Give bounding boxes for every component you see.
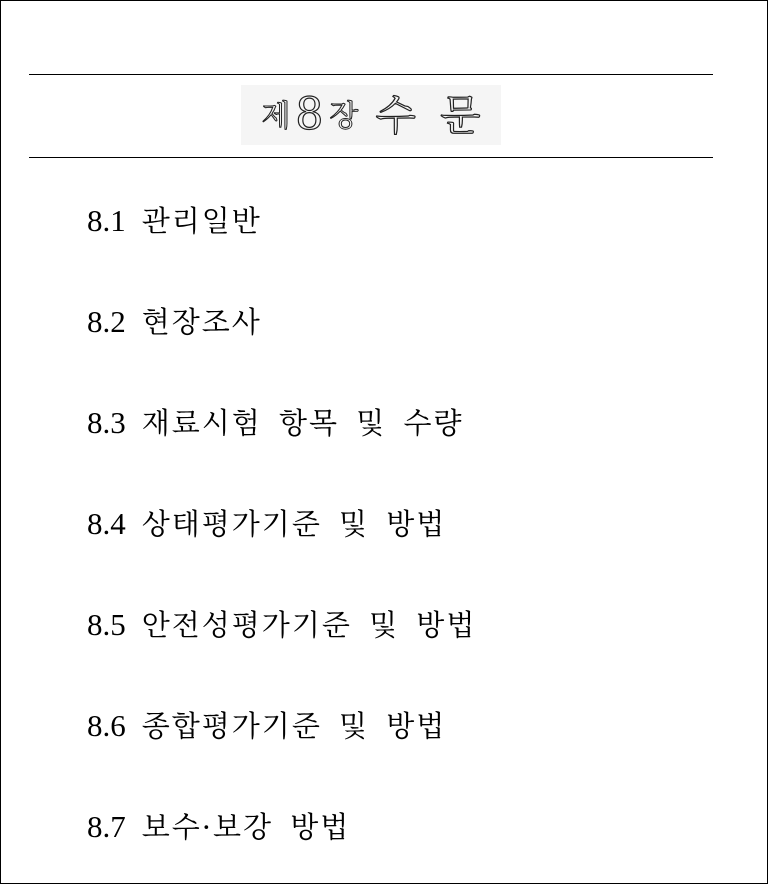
toc-item-number: 8.7: [87, 809, 126, 844]
table-of-contents: [87, 199, 476, 884]
toc-item: [87, 199, 476, 300]
toc-item: [87, 502, 476, 603]
toc-item-number: 8.4: [87, 506, 126, 541]
toc-item-title: 재료시험 항목 및 수량: [141, 406, 464, 440]
toc-item-number: 8.6: [87, 708, 126, 743]
toc-item-title: 보수·보강 방법: [141, 810, 351, 844]
toc-item-title: 현장조사: [141, 305, 262, 339]
chapter-title-banner: [241, 85, 505, 145]
toc-item: [87, 704, 476, 805]
toc-item-title: 종합평가기준 및 방법: [141, 709, 447, 743]
chapter-title: 수문: [375, 91, 505, 140]
toc-item-title: 안전성평가기준 및 방법: [141, 608, 477, 642]
toc-item-title: 관리일반: [141, 204, 262, 238]
top-rule: [29, 74, 713, 75]
toc-item-number: 8.3: [87, 405, 126, 440]
toc-item: [87, 603, 476, 704]
chapter-prefix: 제: [261, 99, 290, 134]
bottom-rule: [29, 157, 713, 158]
toc-item-title: 상태평가기준 및 방법: [141, 507, 447, 541]
toc-item-number: 8.2: [87, 304, 126, 339]
toc-item: [87, 805, 476, 884]
toc-item: [87, 401, 476, 502]
toc-item-number: 8.1: [87, 203, 126, 238]
toc-item-number: 8.5: [87, 607, 126, 642]
toc-item: [87, 300, 476, 401]
chapter-suffix: 장: [329, 99, 358, 134]
chapter-number: 8: [295, 89, 324, 140]
